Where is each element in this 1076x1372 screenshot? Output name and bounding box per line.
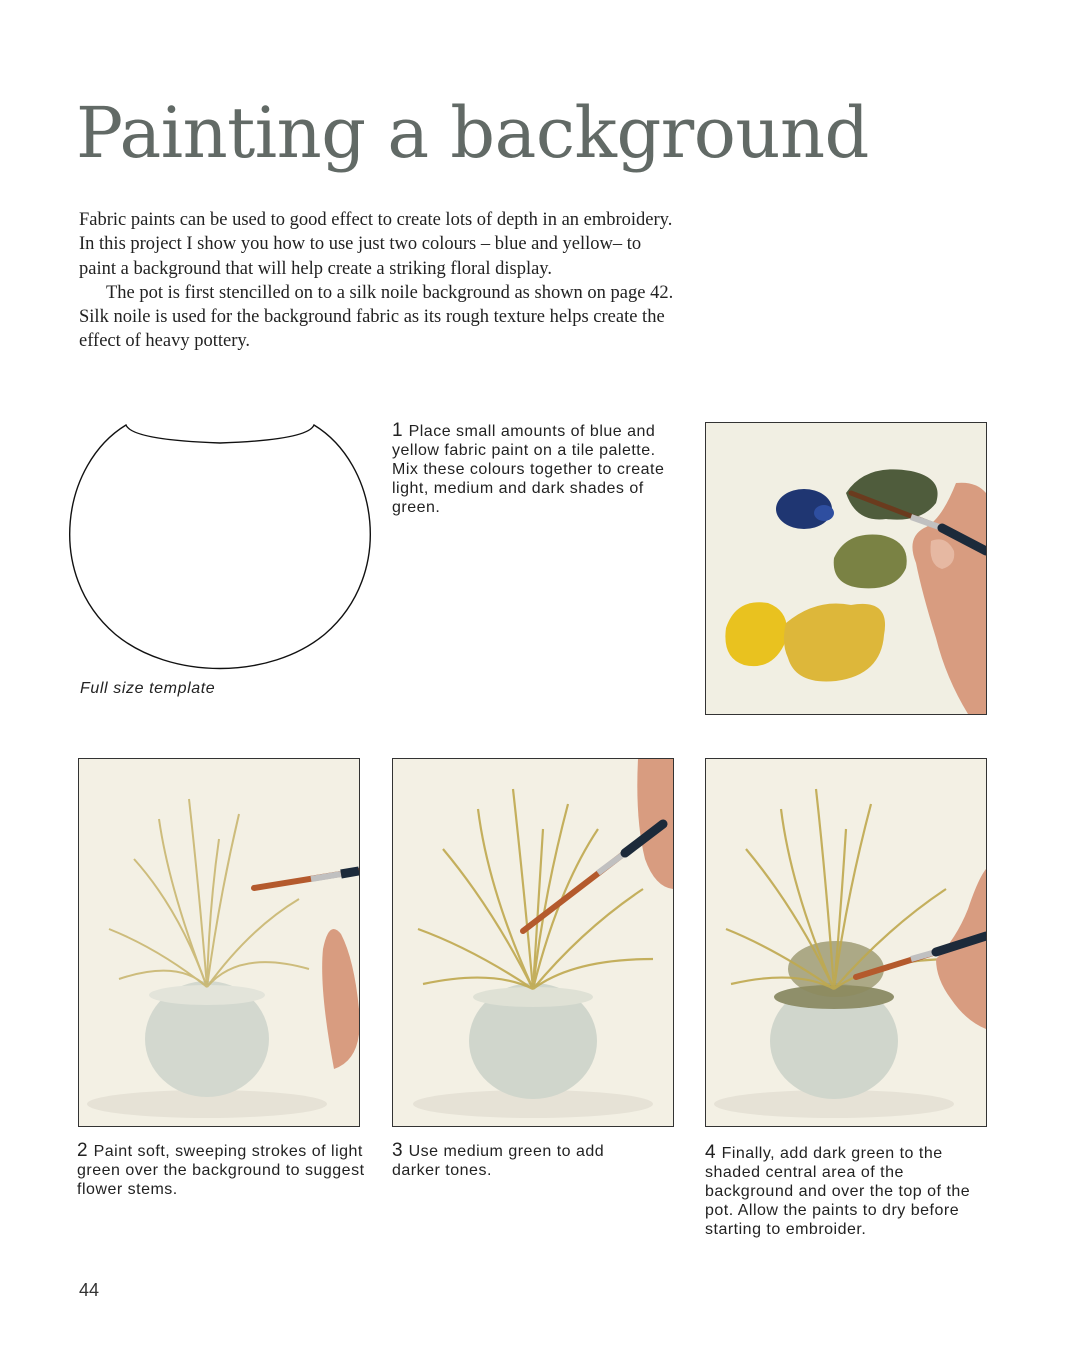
- step-2-caption: [77, 1141, 367, 1199]
- step-2-text: Paint soft, sweeping strokes of light green over the background to suggest flower stems.: [77, 1143, 365, 1198]
- step-4-text: Finally, add dark green to the shaded central area of the background and over the top of the pot. Allow the paints to dry before starting to embroider.: [705, 1145, 971, 1238]
- step-2-photo: [78, 758, 360, 1127]
- page-number: 44: [79, 1280, 100, 1300]
- step-4-caption: [705, 1143, 975, 1239]
- step-3-text: Use medium green to add darker tones.: [392, 1143, 605, 1179]
- page-title: Painting a background: [76, 92, 869, 174]
- intro-text: [79, 208, 679, 354]
- intro-paragraph-2: The pot is first stencilled on to a silk noile background as shown on page 42. Silk noile is used for the background fabric as its rough texture helps create the effect of heavy pottery.: [79, 282, 674, 352]
- step-4-number: 4: [705, 1142, 716, 1163]
- template-caption: Full size template: [80, 680, 216, 697]
- step-3-number: 3: [392, 1140, 403, 1161]
- pot-template-outline: [60, 418, 380, 676]
- palette-photo: [705, 422, 987, 715]
- step-2-number: 2: [77, 1140, 88, 1161]
- step-1-caption: [392, 421, 682, 517]
- step-3-photo: [392, 758, 674, 1127]
- step-3-caption: [392, 1141, 632, 1180]
- intro-paragraph-1: Fabric paints can be used to good effect to create lots of depth in an embroidery. In this project I show you how to use just two colours – blue and yellow– to paint a background that will help create a striking floral display.: [79, 210, 673, 279]
- step-4-photo: [705, 758, 987, 1127]
- step-1-text: Place small amounts of blue and yellow fabric paint on a tile palette. Mix these colours together to create light, medium and dark shades of green.: [392, 423, 665, 516]
- step-1-number: 1: [392, 420, 403, 441]
